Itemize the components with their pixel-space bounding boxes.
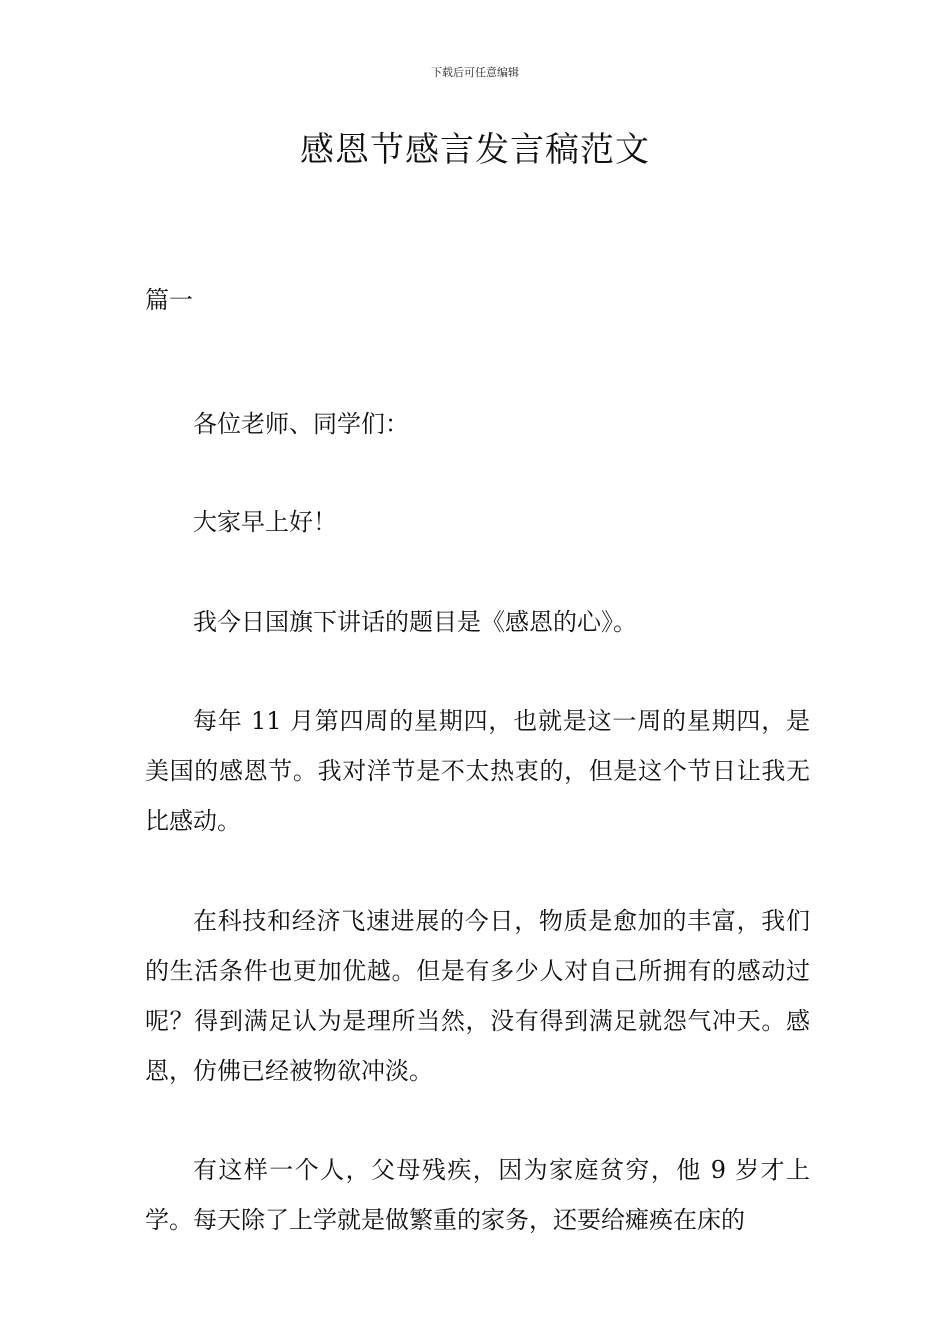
paragraph-thanksgiving: 每年 11 月第四周的星期四，也就是这一周的星期四，是美国的感恩节。我对洋节是不太热衷的，但是这个节日让我无比感动。 <box>145 707 810 835</box>
paragraph-gratitude: 在科技和经济飞速进展的今日，物质是愈加的丰富，我们的生活条件也更加优越。但是有多少人对自己所拥有的感动过呢？得到满足认为是理所当然，没有得到满足就怨气冲天。感恩，仿佛已经被物欲冲淡。 <box>145 907 810 1085</box>
section-label: 篇一 <box>145 286 193 314</box>
paragraph-morning: 大家早上好！ <box>193 508 337 536</box>
paragraph-story: 有这样一个人，父母残疾，因为家庭贫穷，他 9 岁才上学。每天除了上学就是做繁重的家务，还要给瘫痪在床的 <box>145 1156 810 1234</box>
header-note: 下载后可任意编辑 <box>431 66 519 79</box>
document-title: 感恩节感言发言稿范文 <box>300 130 650 170</box>
paragraph-greeting: 各位老师、同学们： <box>193 410 409 438</box>
paragraph-topic: 我今日国旗下讲话的题目是《感恩的心》。 <box>193 608 637 636</box>
